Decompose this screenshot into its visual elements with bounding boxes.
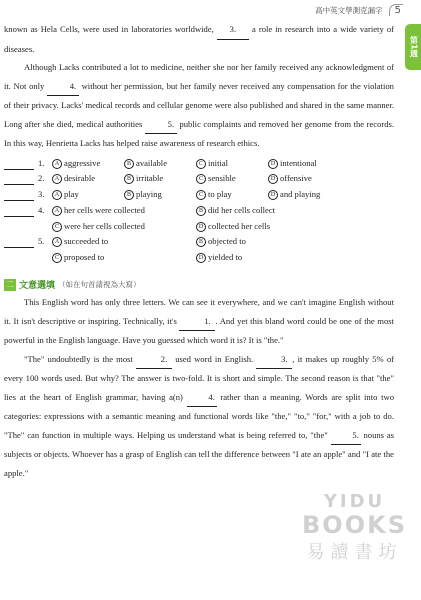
week-tab-label: 第1週 — [409, 36, 419, 58]
page-header — [315, 4, 403, 16]
answer-blank[interactable] — [4, 173, 34, 185]
blank-5b: 5. — [331, 426, 361, 446]
passage2-paragraph1: This English word has only three letters. We can see it everywhere, and we can't imagine English without it. It isn't descriptive or inspiring. Technically, it's 1. . And yet this bland word could be one of the most powerful in the English language. Have you guessed which word it is? It is "the." — [4, 297, 394, 346]
question-5: 5. A succeeded to B objected to — [4, 234, 394, 250]
passage2-paragraph2: "The" undoubtedly is the most 2. used word in English. 3. , it makes up roughly 5% of every 100 words used. But why? The answer is two-fold. It is short and simple. The second reason is that "the" lies at the heart of English grammar, having a(n) 4. rather than a meaning. Words are split into two categories: expressions with a semantic meaning and functional words like "the," "to," "for," with a job to do. "The" can function in multiple ways. Helping us understand what is being referred to, "the" 5. nouns as subjects or objects. Whoever has a grasp of English can tell the difference between "I ate an apple" and "I ate the apple." — [4, 350, 394, 483]
question-5-row2: C proposed to D yielded to — [4, 250, 394, 266]
section-title: 文意選填 — [19, 281, 56, 292]
question-3: 3. A play B playing C to play D and playing — [4, 187, 394, 203]
blank-3: 3. — [217, 20, 249, 40]
question-4: 4. A her cells were collected B did her cells collect — [4, 203, 394, 219]
blank-2: 2. — [136, 350, 172, 370]
answer-blank[interactable] — [4, 236, 34, 248]
blank-1: 1. — [179, 312, 215, 332]
book-title: 高中英文學測克漏字 — [315, 5, 383, 15]
answer-blank[interactable] — [4, 189, 34, 201]
page-number: 5 — [389, 4, 403, 16]
passage1-paragraph1: known as Hela Cells, were used in laboratories worldwide, 3. a role in research into a wide variety of diseases. — [4, 20, 394, 58]
question-4-row2: C were her cells collected D collected her cells — [4, 219, 394, 235]
week-tab — [405, 24, 421, 70]
blank-3b: 3. — [256, 350, 292, 370]
section-note: （如在句首請視為大寫） — [58, 280, 141, 290]
answer-blank[interactable] — [4, 158, 34, 170]
blank-4b: 4. — [187, 388, 217, 408]
question-1: 1. A aggressive B available C initial D intentional — [4, 156, 394, 172]
question-list — [4, 156, 394, 267]
blank-4: 4. — [47, 77, 79, 97]
blank-5: 5. — [145, 115, 177, 135]
publisher-watermark: YIDU BOOKS 易讀書坊 — [302, 491, 407, 563]
section-heading — [4, 278, 394, 291]
section-number-badge: 二 — [6, 279, 14, 289]
answer-blank[interactable] — [4, 205, 34, 217]
question-2: 2. A desirable B irritable C sensible D offensive — [4, 171, 394, 187]
page-content — [4, 20, 394, 482]
passage1-paragraph2: Although Lacks contributed a lot to medicine, neither she nor her family received any acknowledgment of it. Not only 4. without her permission, but her family never received any compensation for the violation of their privacy. Lacks' medical records and cellular genome were also published and shared in the same manner. Long after she died, medical authorities 5. public complaints and removed her genome from the records. In this way, Henrietta Lacks has helped raise awareness of research ethics. — [4, 62, 395, 148]
